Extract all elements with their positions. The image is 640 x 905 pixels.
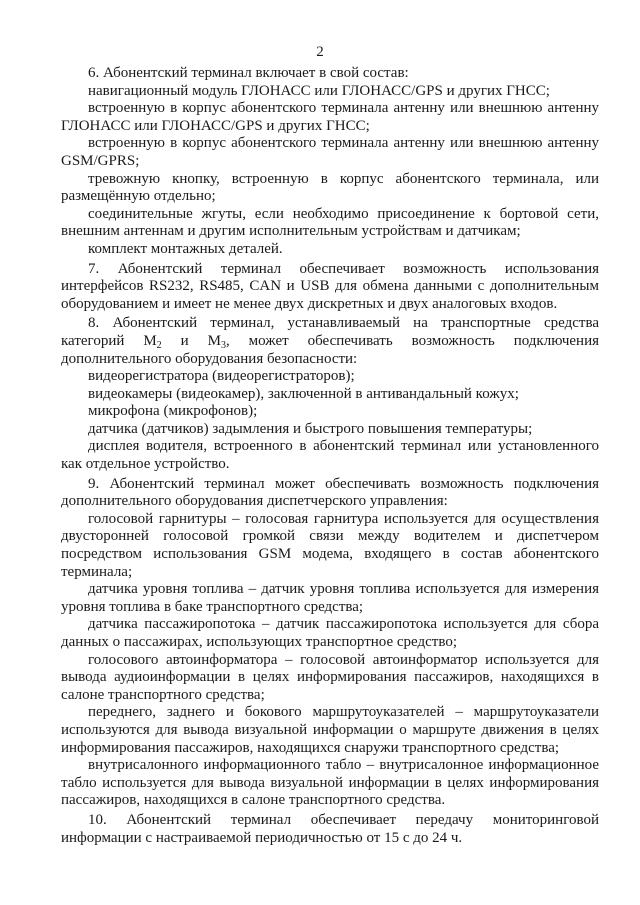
paragraph-6-intro: 6. Абонентский терминал включает в свой состав: xyxy=(88,65,409,81)
paragraph-8-item-smoke-sensor: датчика (датчиков) задымления и быстрого повышения температуры; xyxy=(88,420,533,437)
paragraph-6-item-harnesses: соединительные жгуты, если необходимо присоединение к бортовой сети, внешним антеннам и другим исполнительным устройствам и датчикам; xyxy=(61,205,599,240)
paragraph-8-item-video-camera: видеокамеры (видеокамер), заключенной в антивандальный кожух; xyxy=(88,385,519,402)
category-m3-subscript: 3 xyxy=(220,339,226,351)
paragraph-9-item-voice-informer: голосового автоинформатора – голосовой автоинформатор используется для вывода аудиоинформации в целях информирования пассажиров, находящихся в салоне транспортного средства; xyxy=(61,651,599,703)
paragraph-7: 7. Абонентский терминал обеспечивает возможность использования интерфейсов RS232, RS485, CAN и USB для обмена данными с дополнительным оборудованием и имеет не менее двух дискретных и двух аналоговых входов. xyxy=(61,260,599,312)
paragraph-9-item-route-indicators: переднего, заднего и бокового маршрутоуказателей – маршрутоуказатели используются для вывода визуальной информации о маршруте движения в целях информирования пассажиров, находящихся снаружи транспортного средства; xyxy=(61,704,599,756)
document-body xyxy=(61,65,599,847)
paragraph-9-item-fuel-sensor: датчика уровня топлива – датчик уровня топлива используется для измерения уровня топлива в баке транспортного средства; xyxy=(61,581,599,615)
paragraph-6-item-navigation-module: навигационный модуль ГЛОНАСС или ГЛОНАСС/GPS и других ГНСС; xyxy=(88,82,550,99)
paragraph-6-item-alarm-button: тревожную кнопку, встроенную в корпус абонентского терминала, или размещённую отдельно; xyxy=(61,170,599,205)
paragraph-6-item-mounting-kit: комплект монтажных деталей. xyxy=(88,240,283,257)
paragraph-8-intro xyxy=(61,315,599,368)
paragraph-9-item-voice-headset: голосовой гарнитуры – голосовая гарнитура используется для осуществления двусторонней голосовой громкой связи между водителем и диспетчером посредством использования GSM модема, входящего в состав абонентского терминала; xyxy=(61,510,599,580)
paragraph-8-item-microphone: микрофона (микрофонов); xyxy=(88,403,258,420)
paragraph-8-item-video-recorder: видеорегистратора (видеорегистраторов); xyxy=(88,368,355,385)
paragraph-6-item-gsm-antenna: встроенную в корпус абонентского терминала антенну или внешнюю антенну GSM/GPRS; xyxy=(61,135,599,169)
paragraph-9-item-passenger-counter: датчика пассажиропотока – датчик пассажиропотока используется для сбора данных о пассажирах, использующих транспортное средство; xyxy=(61,616,599,650)
category-m2-subscript: 2 xyxy=(156,339,162,351)
paragraph-8-text-and: и M xyxy=(161,332,221,349)
paragraph-10: 10. Абонентский терминал обеспечивает передачу мониторинговой информации с настраиваемой периодичностью от 15 с до 24 ч. xyxy=(61,811,599,846)
page-number: 2 xyxy=(316,44,324,60)
paragraph-6-item-gnss-antenna: встроенную в корпус абонентского терминала антенну или внешнюю антенну ГЛОНАСС или ГЛОНАСС/GPS и других ГНСС; xyxy=(61,100,599,134)
paragraph-8-item-driver-display: дисплея водителя, встроенного в абонентский терминал или установленного как отдельное устройство. xyxy=(61,438,599,473)
paragraph-8-text-start: 8. Абонентский терминал, устанавливаемый на транспортные средства категорий M xyxy=(61,315,599,349)
paragraph-8-text-end: , может обеспечивать возможность подключения дополнительного оборудования безопасности: xyxy=(61,332,599,367)
paragraph-9-item-info-board: внутрисалонного информационного табло – внутрисалонное информационное табло используется для вывода визуальной информации в целях информирования пассажиров, находящихся в салоне транспортного средства. xyxy=(61,757,599,809)
paragraph-9-intro: 9. Абонентский терминал может обеспечивать возможность подключения дополнительного оборудования диспетчерского управления: xyxy=(61,475,599,510)
